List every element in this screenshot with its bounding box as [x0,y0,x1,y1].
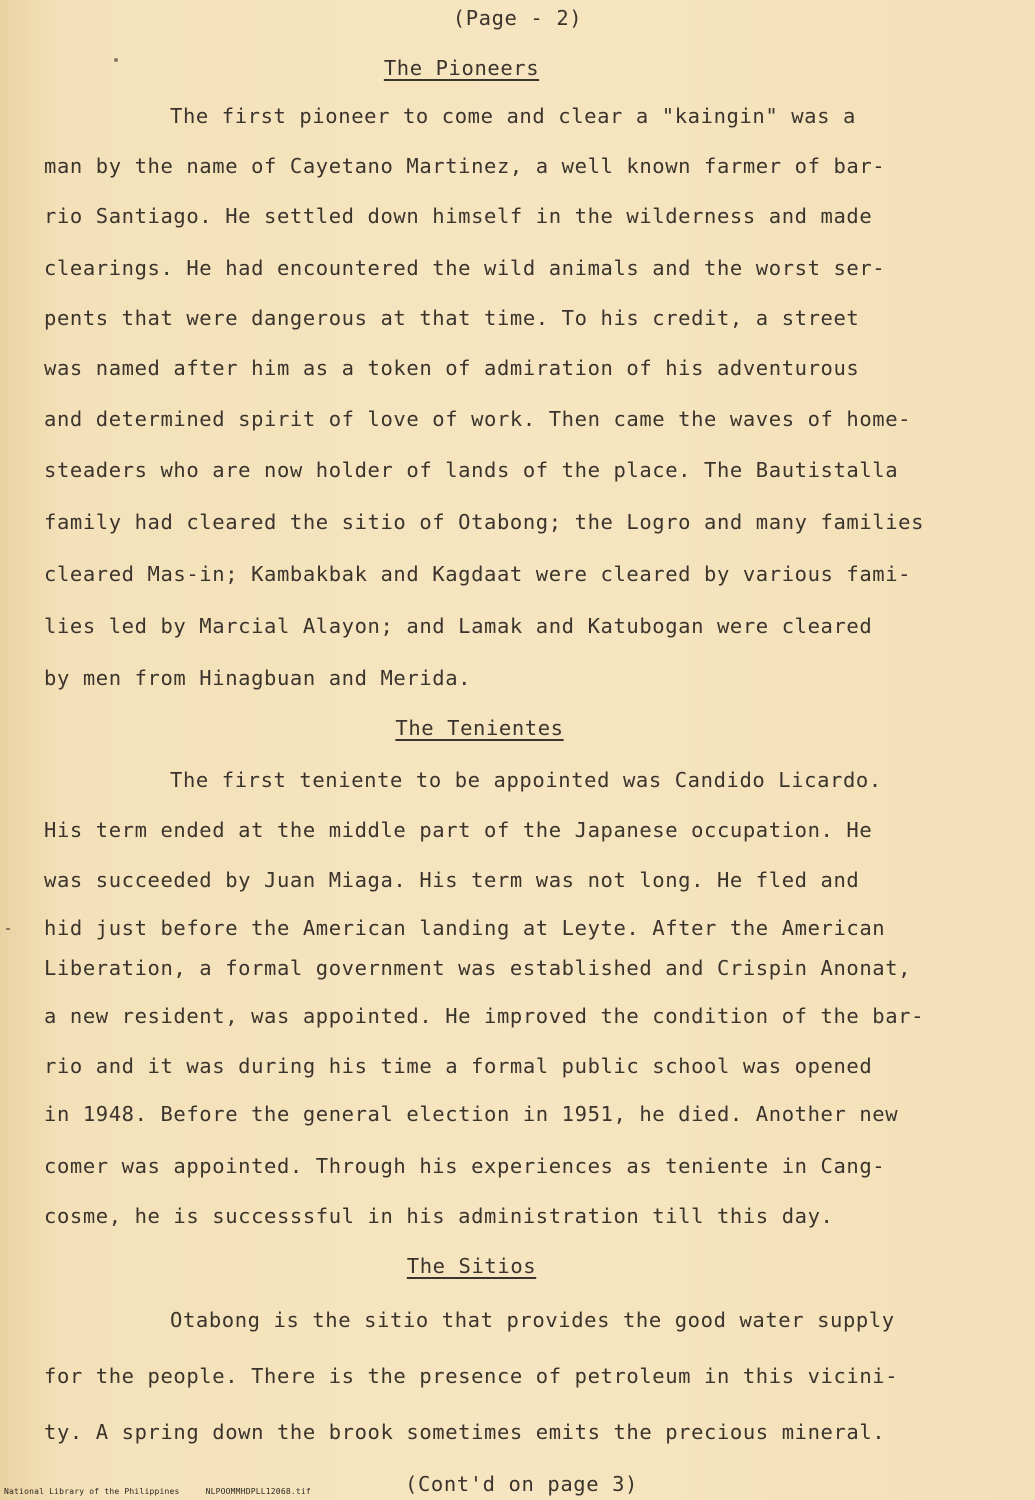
paragraph-line: His term ended at the middle part of the Japanese occupation. He [44,818,873,842]
paragraph-line: man by the name of Cayetano Martinez, a well known farmer of bar- [44,154,886,178]
margin-mark [6,928,10,930]
paragraph-line: steaders who are now holder of lands of the place. The Bautistalla [44,458,899,482]
library-name: National Library of the Philippines [4,1487,180,1496]
paragraph-line: was succeeded by Juan Miaga. His term was not long. He fled and [44,868,860,892]
paragraph-line: for the people. There is the presence of petroleum in this vicini- [44,1364,899,1388]
paragraph-line: lies led by Marcial Alayon; and Lamak and Katubogan were cleared [44,614,873,638]
paragraph-line: family had cleared the sitio of Otabong; the Logro and many families [44,510,925,534]
scan-footer [4,1487,337,1496]
paragraph-line: The first pioneer to come and clear a "kaingin" was a [170,104,856,128]
paragraph-line: rio and it was during his time a formal public school was opened [44,1054,873,1078]
paragraph-line: The first teniente to be appointed was Candido Licardo. [170,768,882,792]
paragraph-line: rio Santiago. He settled down himself in the wilderness and made [44,204,873,228]
paragraph-line: comer was appointed. Through his experiences as teniente in Cang- [44,1154,886,1178]
paragraph-line: Liberation, a formal government was established and Crispin Anonat, [44,956,912,980]
file-name: NLPOOMMHDPLL12068.tif [205,1487,311,1496]
paragraph-line: ty. A spring down the brook sometimes emits the precious mineral. [44,1420,886,1444]
paragraph-line: was named after him as a token of admiration of his adventurous [44,356,860,380]
paragraph-line: and determined spirit of love of work. Then came the waves of home- [44,407,912,431]
paragraph-line: by men from Hinagbuan and Merida. [44,666,472,690]
section-heading-sitios: The Sitios [406,1254,537,1278]
paragraph-line: cleared Mas-in; Kambakbak and Kagdaat were cleared by various fami- [44,562,912,586]
paragraph-line: hid just before the American landing at Leyte. After the American [44,916,886,940]
paragraph-line: a new resident, was appointed. He improved the condition of the bar- [44,1004,925,1028]
section-heading-tenientes: The Tenientes [395,716,564,740]
paragraph-line: Otabong is the sitio that provides the good water supply [170,1308,895,1332]
paragraph-line: in 1948. Before the general election in 1951, he died. Another new [44,1102,899,1126]
paragraph-line: clearings. He had encountered the wild animals and the worst ser- [44,256,886,280]
continuation-note: (Cont'd on page 3) [405,1472,638,1496]
page-label: (Page - 2) [452,6,583,30]
paragraph-line: cosme, he is successsful in his administration till this day. [44,1204,834,1228]
section-heading-pioneers: The Pioneers [383,56,540,80]
paragraph-line: pents that were dangerous at that time. To his credit, a street [44,306,860,330]
